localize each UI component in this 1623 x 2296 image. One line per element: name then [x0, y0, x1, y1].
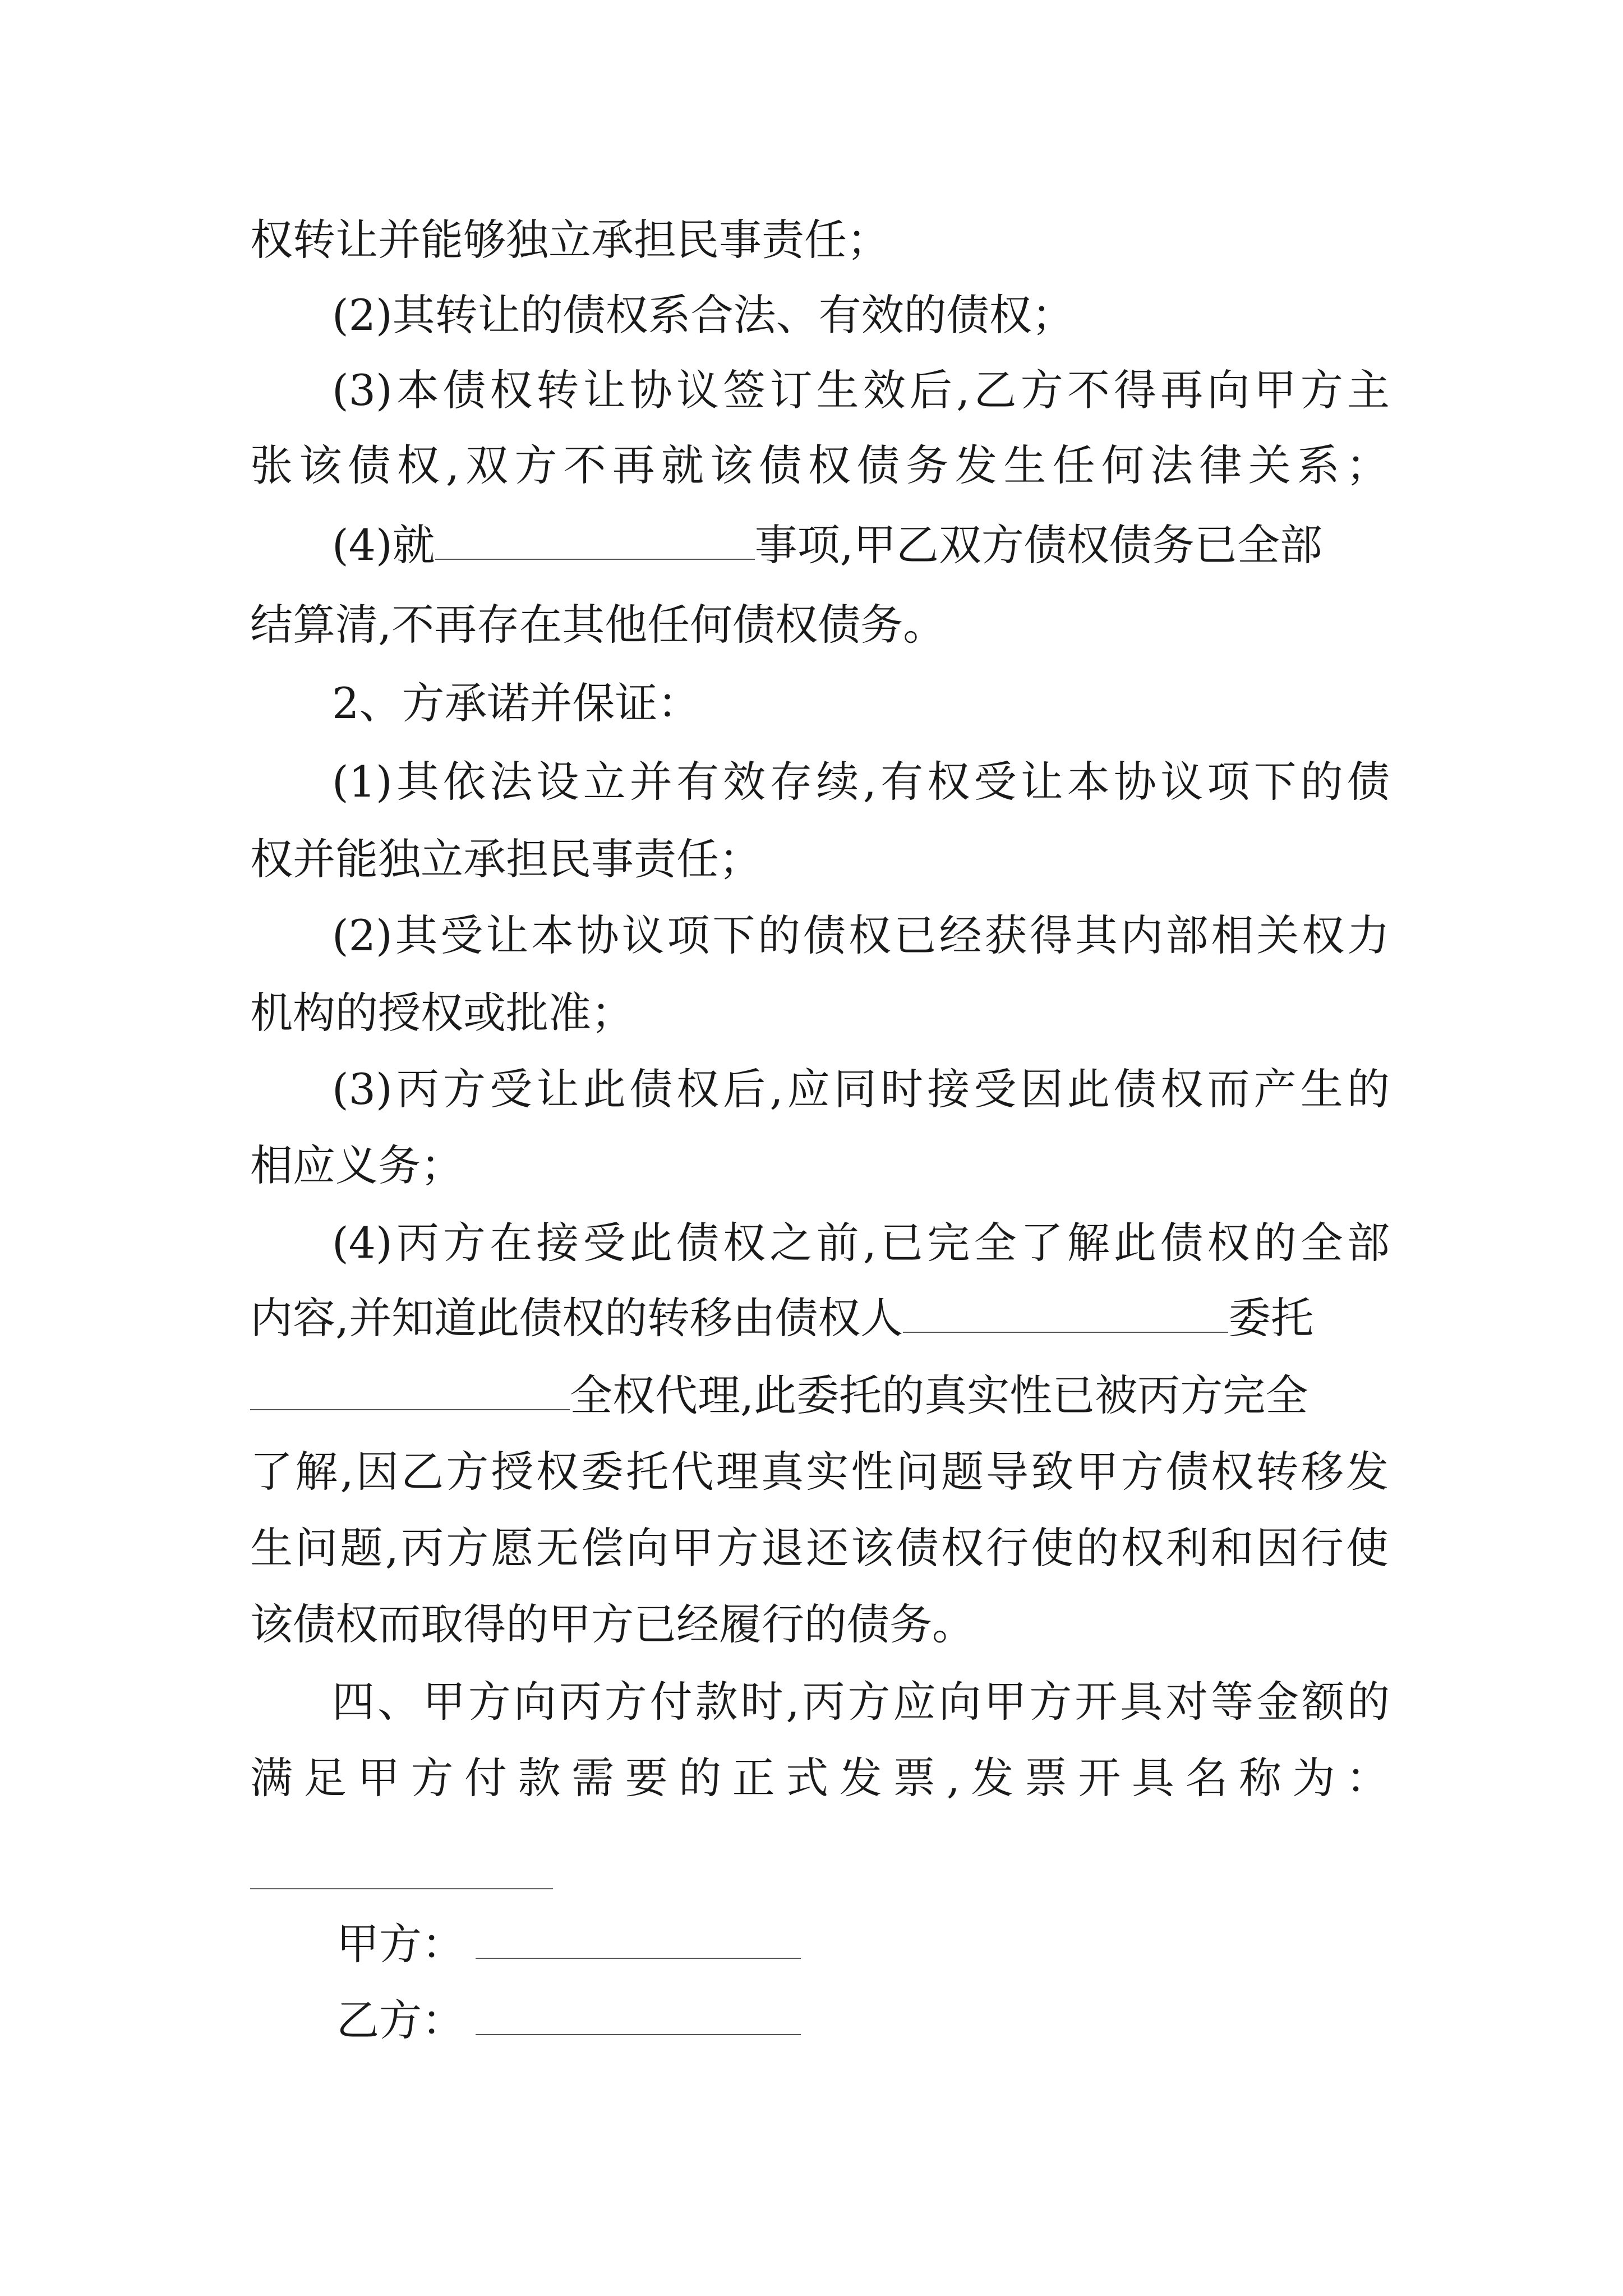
text: (3)本债权转让协议签订生效后,乙方不得再向甲方主: [332, 365, 1390, 415]
paragraph-line: [332, 517, 1322, 573]
paragraph-line: [250, 438, 1389, 494]
text: 生问题,丙方愿无偿向甲方退还该债权行使的权利和因行使: [250, 1523, 1389, 1573]
text: (4)就: [332, 520, 435, 570]
paragraph-line: [250, 1596, 975, 1653]
text: 该债权而取得的甲方已经履行的债务。: [250, 1599, 975, 1649]
paragraph-line: [332, 287, 1075, 343]
separator-line: [250, 1888, 553, 1889]
text: 张该债权,双方不再就该债权债务发生任何法律关系；: [250, 440, 1389, 490]
text: 了解,因乙方授权委托代理真实性问题导致甲方债权转移发: [250, 1447, 1389, 1497]
text: (3)丙方受让此债权后,应同时接受因此债权而产生的: [332, 1064, 1390, 1114]
paragraph-line: [332, 754, 1390, 810]
text: 内容,并知道此债权的转移由债权人: [250, 1293, 903, 1343]
paragraph-line: [250, 1520, 1389, 1576]
paragraph-line: [250, 1290, 1313, 1346]
text: (2)其转让的债权系合法、有效的债权；: [332, 290, 1075, 340]
paragraph-line: [332, 1061, 1390, 1117]
blank-line: [250, 1369, 570, 1410]
blank-line: [435, 518, 755, 560]
paragraph-line: [332, 362, 1390, 418]
text: 满足甲方付款需要的正式发票,发票开具名称为：: [250, 1753, 1389, 1803]
text: 结算清,不再存在其他任何债权债务。: [250, 600, 946, 650]
paragraph-line: [250, 831, 762, 887]
party-b-label: 乙方：: [336, 1995, 464, 2045]
paragraph-line: [250, 985, 634, 1041]
text: (4)丙方在接受此债权之前,已完全了解此债权的全部: [332, 1218, 1390, 1268]
text: 四、甲方向丙方付款时,丙方应向甲方开具对等金额的: [332, 1677, 1390, 1727]
paragraph-line: [250, 597, 946, 653]
text: 权转让并能够独立承担民事责任；: [250, 215, 889, 265]
paragraph-line: [332, 1674, 1390, 1730]
text: (1)其依法设立并有效存续,有权受让本协议项下的债: [332, 757, 1390, 807]
paragraph-line: [250, 1138, 463, 1194]
text: 权并能独立承担民事责任；: [250, 834, 762, 884]
text: 全权代理,此委托的真实性已被丙方完全: [570, 1370, 1308, 1420]
paragraph-line: [250, 1368, 1308, 1424]
party-a-blank: [476, 1917, 801, 1959]
text: 2、方承诺并保证：: [332, 678, 700, 728]
signature-party-b: [336, 1993, 801, 2049]
paragraph-line: [332, 908, 1390, 964]
text: 相应义务；: [250, 1140, 463, 1190]
paragraph-line: [250, 1750, 1389, 1806]
paragraph-line: [250, 1444, 1389, 1500]
paragraph-line: [332, 1215, 1390, 1271]
text: 委托: [1228, 1293, 1314, 1343]
signature-party-a: [336, 1916, 801, 1972]
blank-line: [903, 1291, 1228, 1333]
text: 事项,甲乙双方债权债务已全部: [754, 520, 1322, 570]
paragraph-line: [332, 675, 700, 731]
text: (2)其受让本协议项下的债权已经获得其内部相关权力: [332, 910, 1390, 960]
paragraph-line: [250, 212, 889, 268]
text: 机构的授权或批准；: [250, 988, 634, 1038]
party-a-label: 甲方：: [336, 1919, 464, 1969]
party-b-blank: [476, 1994, 801, 2035]
